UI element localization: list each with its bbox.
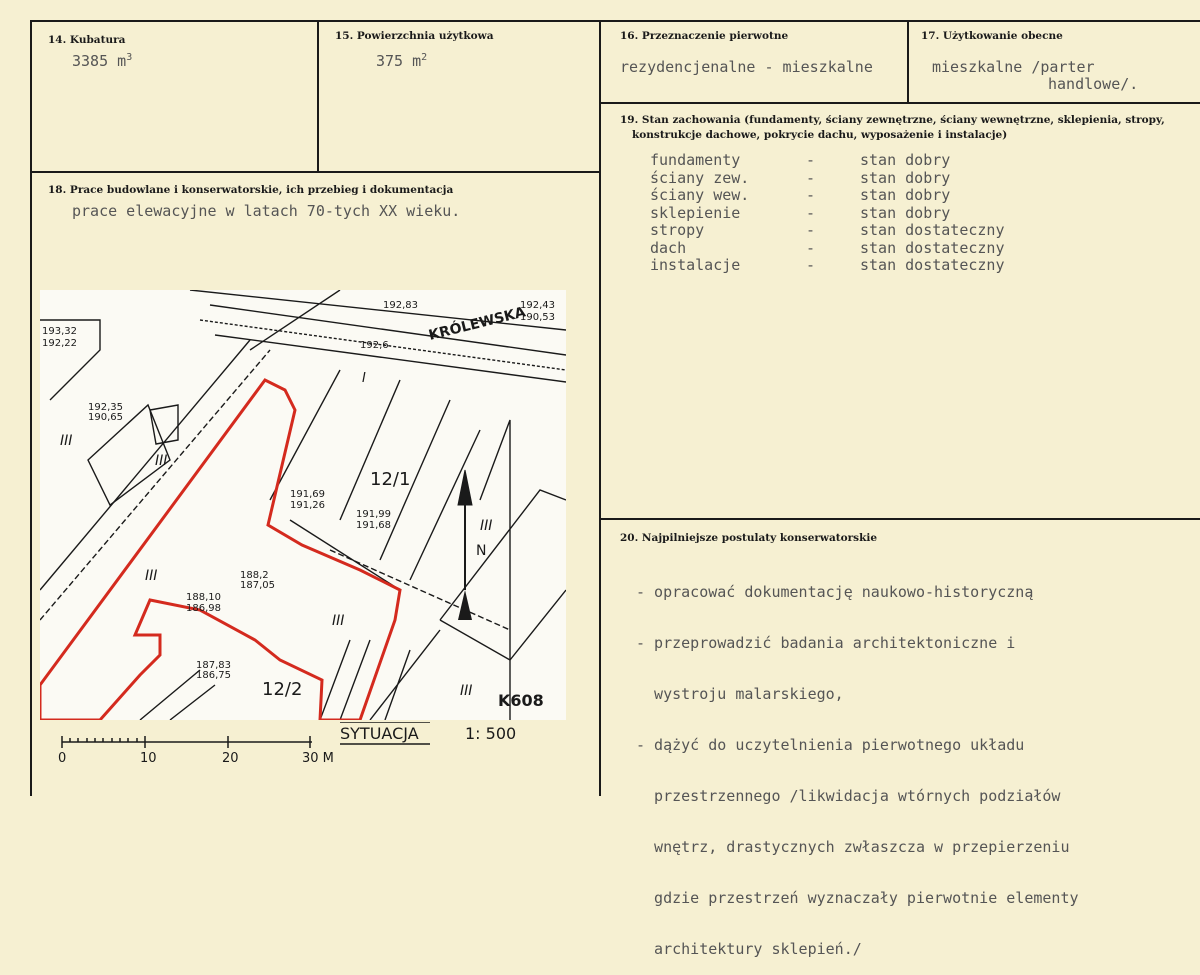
right-building-2 xyxy=(440,590,566,660)
elevation: 186,98 xyxy=(186,603,221,614)
f16-caption: 16. Przeznaczenie pierwotne xyxy=(620,30,789,42)
elevation: 192,22 xyxy=(42,338,77,349)
plot-label: III xyxy=(145,568,158,584)
parcel-line-4 xyxy=(270,370,340,500)
divider-h1 xyxy=(30,171,600,173)
postulate-line: - opracować dokumentację naukowo-historyczną xyxy=(636,583,1034,601)
state-item: instalacje xyxy=(650,256,741,274)
f19-row xyxy=(650,152,1005,170)
state-dash: - xyxy=(806,238,816,257)
elevation: 190,53 xyxy=(520,312,555,323)
state-dash: - xyxy=(806,168,816,187)
state-item: stropy xyxy=(650,221,705,239)
f19-state-list xyxy=(650,152,1005,275)
state-dash: - xyxy=(806,221,816,239)
f19-row xyxy=(650,205,1005,223)
parcel-12-2: 12/2 xyxy=(262,679,303,700)
elevation: 187,83 xyxy=(196,660,231,671)
f19-row xyxy=(650,240,1005,258)
parcel-line-9 xyxy=(330,550,510,630)
f19-row xyxy=(650,222,1005,240)
f14-number: 3385 m xyxy=(72,52,127,70)
divider-v2 xyxy=(599,20,601,796)
plot-label: III xyxy=(60,433,73,449)
state-value: stan dostateczny xyxy=(860,221,1005,239)
elevation: 186,75 xyxy=(196,670,231,681)
frame-left xyxy=(30,20,32,796)
state-value: stan dobry xyxy=(860,203,951,222)
elevation: 187,05 xyxy=(240,580,275,591)
elevation: 192,83 xyxy=(383,300,418,311)
site-plan-map xyxy=(40,290,566,720)
elevation: 188,10 xyxy=(186,592,221,603)
plot-label: III xyxy=(155,453,168,469)
elevation: 191,26 xyxy=(290,500,325,511)
state-value: stan dostateczny xyxy=(860,256,1005,274)
f20-postulates xyxy=(636,550,1079,975)
elevation: 191,68 xyxy=(356,520,391,531)
frame-top xyxy=(30,20,1200,22)
scale-ratio: 1: 500 xyxy=(465,724,517,743)
state-dash: - xyxy=(806,203,816,222)
f20-caption: 20. Najpilniejsze postulaty konserwatorskie xyxy=(620,532,878,544)
parcel-line-5 xyxy=(340,380,400,520)
f19-row xyxy=(650,257,1005,275)
elevation: 192,6 xyxy=(360,340,389,351)
elevation: 192,43 xyxy=(520,300,555,311)
state-value: stan dobry xyxy=(860,168,951,187)
postulate-line: przestrzennego /likwidacja wtórnych podziałów xyxy=(636,787,1061,805)
elevation: 191,99 xyxy=(356,509,391,520)
state-value: stan dobry xyxy=(860,186,951,204)
elevation: 191,69 xyxy=(290,489,325,500)
plot-label: III xyxy=(460,683,473,699)
parcel-line-3 xyxy=(250,290,340,350)
elevation: 188,2 xyxy=(240,570,269,581)
postulate-line: architektury sklepień./ xyxy=(636,940,862,958)
sheet-label: K608 xyxy=(498,691,544,710)
state-value: stan dobry xyxy=(860,151,951,169)
scale-tick: 20 xyxy=(222,751,239,766)
divider-v1 xyxy=(317,20,319,172)
north-arrow xyxy=(458,470,472,620)
right-building-3 xyxy=(370,630,440,720)
plot-label: III xyxy=(332,613,345,629)
scale-tick: 10 xyxy=(140,751,157,766)
plot-label: I xyxy=(362,371,366,386)
parcel-12-1: 12/1 xyxy=(370,469,411,490)
postulate-line: - dążyć do uczytelnienia pierwotnego układu xyxy=(636,736,1025,754)
stair-block xyxy=(150,405,178,444)
f17-caption: 17. Użytkowanie obecne xyxy=(921,30,1063,42)
f17-line1: mieszkalne /parter xyxy=(932,58,1095,76)
f18-caption: 18. Prace budowlane i konserwatorskie, ich przebieg i dokumentacja xyxy=(48,184,454,196)
f18-value: prace elewacyjne w latach 70-tych XX wieku. xyxy=(72,202,461,220)
divider-h2 xyxy=(600,102,1200,104)
f15-unit-sup: 2 xyxy=(421,52,428,63)
postulate-line: - przeprowadzić badania architektoniczne i xyxy=(636,634,1016,652)
postulate-line: wnętrz, drastycznych zwłaszcza w przepierzeniu xyxy=(636,838,1070,856)
state-dash: - xyxy=(806,151,816,169)
scale-tick: 0 xyxy=(58,751,67,766)
state-dash: - xyxy=(806,186,816,204)
street-edge-2 xyxy=(215,335,566,382)
elevation: 193,32 xyxy=(42,326,77,337)
state-item: ściany zew. xyxy=(650,168,750,187)
elevation: 190,65 xyxy=(88,412,123,423)
state-dash: - xyxy=(806,256,816,274)
f19-row xyxy=(650,187,1005,205)
right-building-1 xyxy=(440,490,566,620)
f17-line2: handlowe/. xyxy=(1048,75,1139,93)
postulate-line: gdzie przestrzeń wyznaczały pierwotnie elementy xyxy=(636,889,1079,907)
elevation: 192,35 xyxy=(88,402,123,413)
north-label: N xyxy=(476,543,487,559)
scale-bar xyxy=(40,722,560,772)
f14-value xyxy=(72,52,132,70)
state-item: dach xyxy=(650,238,687,257)
f19-row xyxy=(650,170,1005,188)
f14-caption: 14. Kubatura xyxy=(48,34,126,46)
parcel-line-2 xyxy=(40,340,250,590)
scale-title: SYTUACJA xyxy=(340,724,419,743)
postulate-line: wystroju malarskiego, xyxy=(636,685,844,703)
state-item: sklepienie xyxy=(650,203,741,222)
state-item: ściany wew. xyxy=(650,186,750,204)
f15-caption: 15. Powierzchnia użytkowa xyxy=(335,30,494,42)
scale-tick: 30 M xyxy=(302,751,334,766)
f15-value xyxy=(376,52,427,70)
f16-value: rezydencjenalne - mieszkalne xyxy=(620,58,873,76)
state-value: stan dostateczny xyxy=(860,238,1005,257)
street-label: KRÓLEWSKA xyxy=(427,304,528,344)
f19-caption-1: 19. Stan zachowania (fundamenty, ściany zewnętrzne, ściany wewnętrzne, sklepienia, stropy, xyxy=(620,114,1165,126)
f19-caption-2: konstrukcje dachowe, pokrycie dachu, wyposażenie i instalacje) xyxy=(632,129,1008,141)
f14-unit-sup: 3 xyxy=(126,52,133,63)
divider-v3 xyxy=(907,20,909,103)
state-item: fundamenty xyxy=(650,151,741,169)
f15-number: 375 m xyxy=(376,52,422,70)
plot-label: III xyxy=(480,518,493,534)
divider-h3 xyxy=(600,518,1200,520)
right-building-4 xyxy=(480,420,510,720)
